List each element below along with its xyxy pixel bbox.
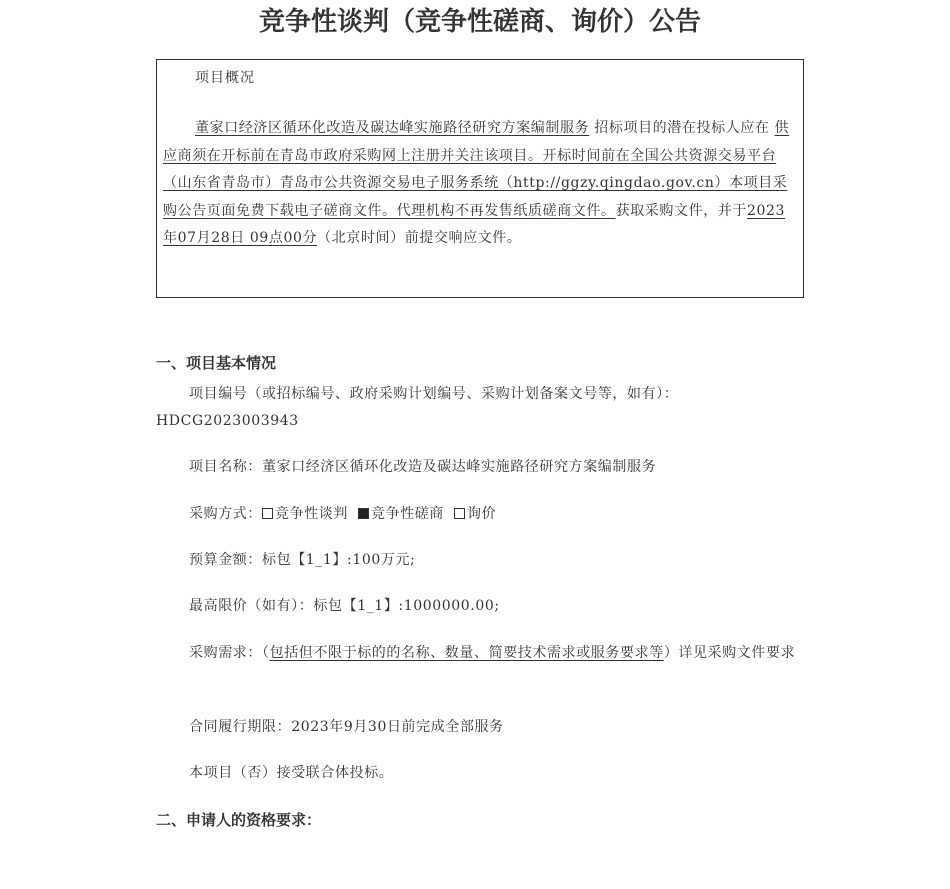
- method-checkbox-inquiry: [454, 508, 465, 519]
- method-label: 采购方式：: [189, 506, 262, 522]
- project-name: [156, 454, 802, 481]
- deadline-text: 2023年07月28日 09点00分: [163, 202, 786, 246]
- overview-text-2: 获取采购文件，并于: [615, 202, 748, 219]
- section-heading-basic-info: 一、项目基本情况: [156, 354, 277, 372]
- method-option-negotiation: 竞争性谈判: [275, 506, 348, 522]
- requirements-label: 采购需求：（: [189, 645, 270, 661]
- budget-amount: [156, 547, 802, 574]
- requirements-tail: ）详见采购文件要求: [663, 645, 796, 661]
- section-heading-qualifications: 二、申请人的资格要求：: [156, 811, 322, 829]
- overview-text-1: 招标项目的潜在投标人应在: [594, 120, 770, 136]
- overview-text-3: （北京时间）前提交响应文件。: [317, 230, 522, 246]
- project-overview-box: [156, 59, 804, 298]
- consortium-text: 本项目（否）接受联合体投标。: [189, 765, 394, 781]
- method-checkbox-negotiation: [262, 508, 273, 519]
- document-location-link[interactable]: 供应商须在开标前在青岛市政府采购网上注册并关注该项目。开标时间前在全国公共资源交易平台（山东省青岛市）青岛市公共资源交易电子服务系统（http://ggzy.qingdao.gov.cn）本项目采购公告页面免费下载电子磋商文件。代理机构不再发售纸质磋商文件。: [163, 120, 790, 219]
- procurement-requirements: [156, 640, 802, 667]
- procurement-method: [156, 501, 802, 528]
- project-name-link[interactable]: 董家口经济区循环化改造及碳达峰实施路径研究方案编制服务: [195, 120, 590, 136]
- max-price: [156, 593, 802, 620]
- contract-period: [156, 714, 802, 741]
- budget-text: 预算金额：标包【1_1】:100万元;: [189, 552, 416, 568]
- method-option-inquiry: 询价: [467, 506, 497, 522]
- consortium-bidding: [156, 760, 802, 787]
- project-number-label: 项目编号（或招标编号、政府采购计划编号、采购计划备案文号等，如有）：: [189, 386, 679, 402]
- max-price-text: 最高限价（如有）：标包【1_1】:1000000.00;: [189, 598, 500, 614]
- project-number-value: HDCG2023003943: [156, 413, 299, 429]
- method-option-consultation: 竞争性磋商: [371, 506, 444, 522]
- project-number: [156, 381, 802, 435]
- overview-heading: 项目概况: [195, 70, 255, 86]
- project-name-text: 项目名称：董家口经济区循环化改造及碳达峰实施路径研究方案编制服务: [189, 459, 657, 475]
- method-checkbox-consultation: [358, 508, 369, 519]
- page-title: 竞争性谈判（竞争性磋商、询价）公告: [258, 7, 701, 37]
- contract-period-text: 合同履行期限：2023年9月30日前完成全部服务: [189, 719, 504, 735]
- overview-text: [163, 115, 799, 253]
- requirements-link[interactable]: 包括但不限于标的的名称、数量、简要技术需求或服务要求等: [269, 645, 664, 661]
